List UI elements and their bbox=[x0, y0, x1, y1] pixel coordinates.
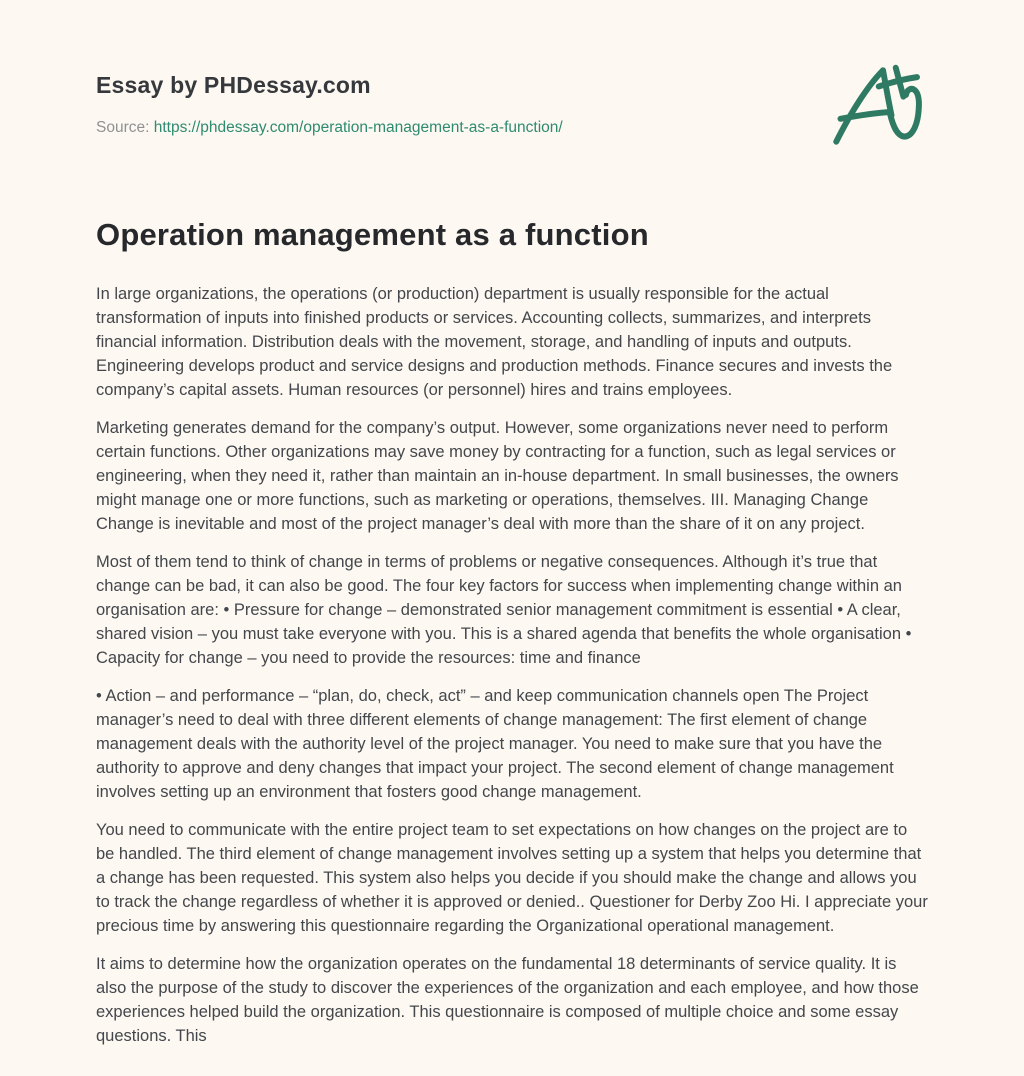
paragraph-1: In large organizations, the operations (or production) department is usually responsible for the actual transformation of inputs into finished products or services. Accounting collects, summarizes, and interprets financial information. Distribution deals with the movement, storage, and handling of inputs and outputs. Engineering develops product and service designs and production methods. Finance secures and invests the company’s capital assets. Human resources (or personnel) hires and trains employees. bbox=[96, 285, 893, 399]
page-title: Operation management as a function bbox=[96, 217, 649, 252]
paragraph-3: Most of them tend to think of change in terms of problems or negative consequences. Although it’s true that change can be bad, it can also be good. The four key factors for success when implementing change within an organisation are: • Pressure for change – demonstrated senior management commitment is essential • A clear, shared vision – you must take everyone with you. This is a shared agenda that benefits the whole organisation • Capacity for change – you need to provide the resources: time and finance bbox=[96, 553, 912, 667]
essay-body bbox=[96, 282, 928, 1048]
phdessay-a-plus-logo-icon bbox=[832, 64, 934, 154]
paragraph-2: Marketing generates demand for the company’s output. However, some organizations never need to perform certain functions. Other organizations may save money by contracting for a function, such as legal services or engineering, when they need it, rather than maintain an in-house department. In small businesses, the owners might manage one or more functions, such as marketing or operations, themselves. III. Managing Change Change is inevitable and most of the project manager’s deal with more than the share of it on any project. bbox=[96, 419, 899, 533]
source-label: Source: bbox=[96, 119, 150, 136]
paragraph-5: You need to communicate with the entire project team to set expectations on how changes on the project are to be handled. The third element of change management involves setting up a system that helps you determine that a change has been requested. This system also helps you decide if you should make the change and allows you to track the change regardless of whether it is approved or denied.. Questioner for Derby Zoo Hi. I appreciate your precious time by answering this questionnaire regarding the Organizational operational management. bbox=[96, 821, 928, 935]
paragraph-6: It aims to determine how the organization operates on the fundamental 18 determinants of service quality. It is also the purpose of the study to discover the experiences of the organization and each employee, and how those experiences helped build the organization. This questionnaire is composed of multiple choice and some essay questions. This bbox=[96, 955, 919, 1045]
source-row bbox=[96, 117, 928, 139]
byline: Essay by PHDessay.com bbox=[96, 72, 371, 98]
paragraph-4: • Action – and performance – “plan, do, check, act” – and keep communication channels open The Project manager’s need to deal with three different elements of change management: The first element of change management deals with the authority level of the project manager. You need to make sure that you have the authority to approve and deny changes that impact your project. The second element of change management involves setting up an environment that fosters good change management. bbox=[96, 687, 894, 801]
source-link[interactable]: https://phdessay.com/operation-management-as-a-function/ bbox=[153, 119, 563, 136]
